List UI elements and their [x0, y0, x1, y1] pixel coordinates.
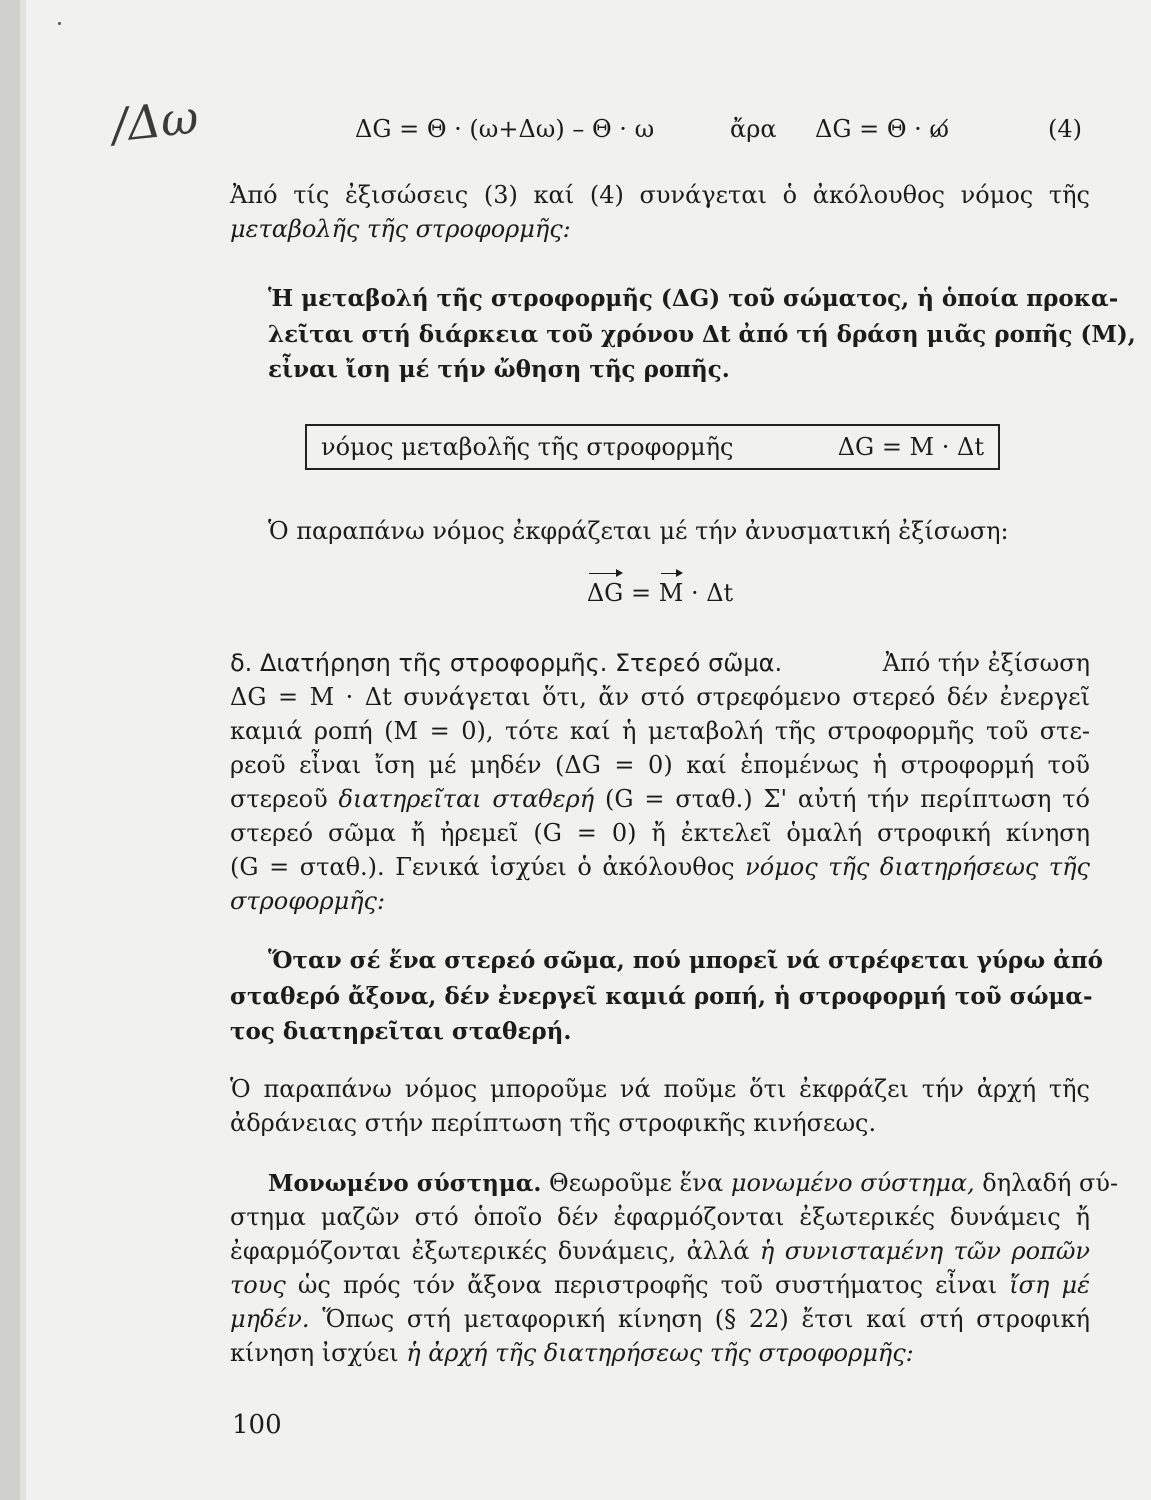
vector-rest: · Δt [690, 579, 734, 607]
italic-run: νόμος τῆς διατηρήσεως τῆς [745, 853, 1090, 881]
isolated-line3 [230, 1234, 1090, 1268]
vector-equation [230, 576, 1090, 610]
law-box-label: νόμος μεταβολῆς τῆς στροφορμῆς [321, 433, 734, 461]
law1-line1: Ἡ μεταβολή τῆς στροφορμῆς (ΔG) τοῦ σώματος, ἡ ὁποία προκα- [268, 285, 1119, 312]
handwritten-margin-note: /Δω [109, 89, 201, 153]
para2: Ὁ παραπάνω νόμος ἐκφράζεται μέ τήν ἀνυσματική ἐξίσωση: [268, 517, 1009, 545]
page-number: 100 [232, 1410, 282, 1440]
italic-run: ἡ ἀρχή τῆς διατηρήσεως τῆς στροφορμῆς: [406, 1339, 914, 1367]
text-run: (G = σταθ.). Γενικά ἰσχύει ὁ ἀκόλουθος [230, 853, 735, 881]
italic-run: μηδέν. [230, 1305, 310, 1333]
text-run: (G = σταθ.) Σ' αὐτή τήν περίπτωση τό [604, 785, 1090, 813]
para1-line1: Ἀπό τίς ἐξισώσεις (3) καί (4) συνάγεται ὁ ἀκόλουθος νόμος τῆς [230, 181, 1090, 209]
section-d-line3: καμιά ροπή (Μ = 0), τότε καί ἡ μεταβολή τῆς στροφορμῆς τοῦ στε- [230, 717, 1090, 745]
text-run: δηλαδή σύ- [982, 1169, 1119, 1197]
isolated-line4 [230, 1268, 1090, 1302]
section-d-start: Ἀπό τήν ἐξίσωση [882, 649, 1090, 677]
italic-run: διατηρεῖται σταθερή [338, 785, 595, 813]
text-run: στερεοῦ [230, 785, 328, 813]
equation-lhs: ΔG = Θ · (ω+Δω) – Θ · ω [355, 115, 655, 143]
page-edge-light [20, 0, 26, 1500]
law-box [305, 424, 1000, 470]
law2-line1: Ὅταν σέ ἕνα στερεό σῶμα, πού μπορεῖ νά στρέφεται γύρω ἀπό [268, 947, 1103, 974]
text-run: ὡς πρός τόν ἄξονα περιστροφῆς τοῦ συστήματος εἶναι [297, 1271, 998, 1299]
law-box-formula: ΔG = Μ · Δt [837, 433, 984, 461]
italic-run: ἴση μέ [1009, 1271, 1090, 1299]
section-d-line1 [230, 646, 1090, 680]
text-run: κίνηση ἰσχύει [230, 1339, 399, 1367]
text-run: Ὅπως στή μεταφορική κίνηση (§ 22) ἔτσι καί στή στροφική [322, 1305, 1090, 1333]
vector-dG: ΔG [587, 576, 624, 610]
section-d-heading: δ. Διατήρηση τῆς στροφορμῆς. Στερεό σῶμα. [230, 649, 783, 677]
italic-run: ἡ συνισταμένη τῶν ροπῶν [759, 1237, 1090, 1265]
law1-line3: εἶναι ἴση μέ τήν ὤθηση τῆς ροπῆς. [268, 356, 730, 383]
section-d-line6: στερεό σῶμα ἤ ἠρεμεῖ (G = 0) ἤ ἐκτελεῖ ὁμαλή στροφική κίνηση [230, 819, 1090, 847]
section-d-line5 [230, 782, 1090, 816]
speck [58, 22, 61, 25]
equation-rhs: ΔG = Θ · ω̸ [815, 115, 950, 143]
isolated-line2: στημα μαζῶν στό ὁποῖο δέν ἐφαρμόζονται ἐξωτερικές δυνάμεις ἤ [230, 1203, 1090, 1231]
text-run: Θεωροῦμε ἕνα [549, 1169, 724, 1197]
section-d-line2: ΔG = Μ · Δt συνάγεται ὅτι, ἄν στό στρεφόμενο στερεό δέν ἐνεργεῖ [230, 683, 1090, 711]
equation-mid: ἄρα [730, 115, 777, 143]
isolated-line5 [230, 1302, 1090, 1336]
isolated-line1 [268, 1166, 1119, 1201]
section-d-line7 [230, 850, 1090, 884]
para3-line1: Ὁ παραπάνω νόμος μποροῦμε νά ποῦμε ὅτι ἐκφράζει τήν ἀρχή τῆς [230, 1075, 1090, 1103]
para1-line2: μεταβολῆς τῆς στροφορμῆς: [230, 215, 571, 243]
law2-line2: σταθερό ἄξονα, δέν ἐνεργεῖ καμιά ροπή, ἡ στροφορμή τοῦ σώμα- [230, 983, 1093, 1010]
page-edge-shadow [0, 0, 20, 1500]
law2-line3: τος διατηρεῖται σταθερή. [230, 1018, 572, 1045]
text-run: ἐφαρμόζονται ἐξωτερικές δυνάμεις, ἀλλά [230, 1237, 750, 1265]
isolated-heading: Μονωμένο σύστημα. [268, 1170, 542, 1197]
section-d-line4: ρεοῦ εἶναι ἴση μέ μηδέν (ΔG = 0) καί ἑπομένως ἡ στροφορμή τοῦ [230, 751, 1090, 779]
vector-eq-sign: = [630, 579, 652, 607]
para3-line2: ἀδράνειας στήν περίπτωση τῆς στροφικῆς κινήσεως. [230, 1109, 877, 1137]
law1-line2: λεῖται στή διάρκεια τοῦ χρόνου Δt ἀπό τή δράση μιᾶς ροπῆς (Μ), [268, 321, 1136, 348]
vector-M: Μ [659, 576, 684, 610]
italic-run: τους [230, 1271, 286, 1299]
isolated-line6 [230, 1336, 1090, 1370]
italic-run: μονωμένο σύστημα, [730, 1169, 975, 1197]
equation-tag: (4) [1048, 115, 1082, 143]
section-d-line8: στροφορμῆς: [230, 887, 386, 915]
